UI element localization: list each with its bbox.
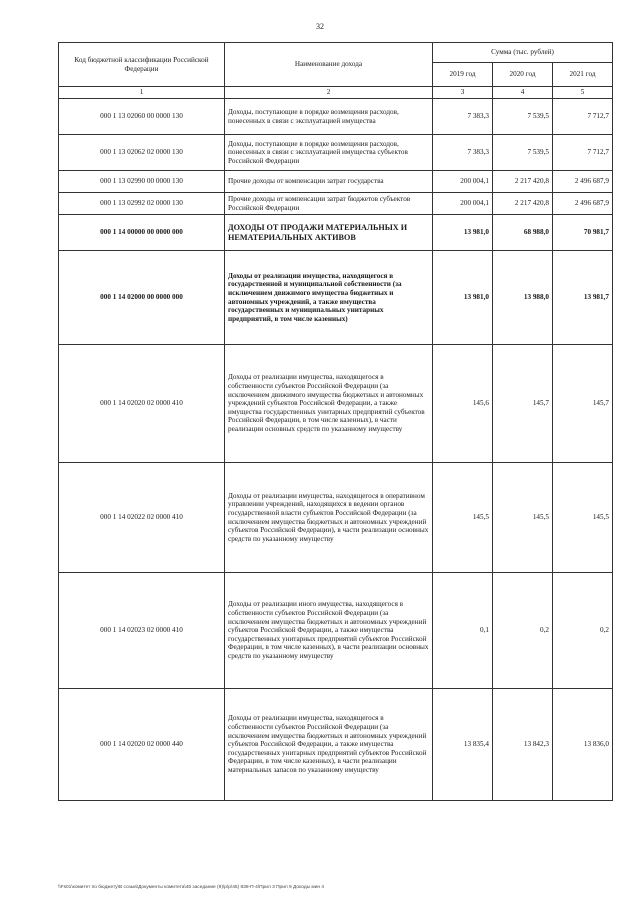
code-cell: 000 1 14 02000 00 0000 000 — [59, 251, 225, 345]
value-2021: 145,5 — [553, 463, 613, 573]
table-row — [59, 251, 613, 345]
name-cell: Доходы от реализации имущества, находящегося в собственности субъектов Российской Федерации (за исключением имущества бюджетных и автономных учреждений субъектов Российской Федерации, а также имущества государственных унитарных предприятий субъектов Российской Федерации, в том числе казенных), в части реализации материальных запасов по указанному имуществу — [225, 689, 433, 801]
value-2019: 7 383,3 — [433, 135, 493, 171]
value-2021: 13 981,7 — [553, 251, 613, 345]
value-2020: 2 217 420,8 — [493, 171, 553, 193]
index-cell: 5 — [553, 87, 613, 99]
table-row — [59, 215, 613, 251]
code-cell: 000 1 13 02990 00 0000 130 — [59, 171, 225, 193]
header-name: Наименование дохода — [225, 43, 433, 87]
index-cell: 2 — [225, 87, 433, 99]
value-2021: 7 712,7 — [553, 99, 613, 135]
table-row — [59, 689, 613, 801]
index-cell: 3 — [433, 87, 493, 99]
table-row — [59, 573, 613, 689]
value-2019: 145,5 — [433, 463, 493, 573]
value-2021: 2 496 687,9 — [553, 171, 613, 193]
header-sum: Сумма (тыс. рублей) — [433, 43, 613, 63]
value-2020: 2 217 420,8 — [493, 193, 553, 215]
revenue-table — [58, 42, 613, 801]
table-row — [59, 135, 613, 171]
value-2019: 200 004,1 — [433, 193, 493, 215]
header-code: Код бюджетной классификации Российской Федерации — [59, 43, 225, 87]
value-2020: 13 988,0 — [493, 251, 553, 345]
name-cell: Прочие доходы от компенсации затрат бюджетов субъектов Российской Федерации — [225, 193, 433, 215]
code-cell: 000 1 14 02022 02 0000 410 — [59, 463, 225, 573]
header-year-2021: 2021 год — [553, 63, 613, 87]
value-2021: 0,2 — [553, 573, 613, 689]
value-2019: 200 004,1 — [433, 171, 493, 193]
table-row — [59, 99, 613, 135]
file-path-footer: \\Fs01\комитет по бюджету\В созыв\Документы комитета\45 заседание (9)\р\р\45) 838-П-4\Прил 3 Прил 9 Доходы мин 4 — [58, 885, 325, 890]
value-2019: 13 981,0 — [433, 251, 493, 345]
table-row — [59, 463, 613, 573]
table-row — [59, 193, 613, 215]
value-2020: 145,5 — [493, 463, 553, 573]
code-cell: 000 1 13 02992 02 0000 130 — [59, 193, 225, 215]
code-cell: 000 1 14 00000 00 0000 000 — [59, 215, 225, 251]
code-cell: 000 1 14 02020 02 0000 440 — [59, 689, 225, 801]
name-cell: ДОХОДЫ ОТ ПРОДАЖИ МАТЕРИАЛЬНЫХ И НЕМАТЕРИАЛЬНЫХ АКТИВОВ — [225, 215, 433, 251]
code-cell: 000 1 13 02060 00 0000 130 — [59, 99, 225, 135]
value-2019: 145,6 — [433, 345, 493, 463]
header-year-2020: 2020 год — [493, 63, 553, 87]
value-2021: 7 712,7 — [553, 135, 613, 171]
value-2019: 7 383,3 — [433, 99, 493, 135]
name-cell: Доходы от реализации имущества, находящегося в собственности субъектов Российской Федерации (за исключением движимого имущества бюджетных и автономных учреждений субъектов Российской Федерации, а также имущества государственных унитарных предприятий субъектов Российской Федерации, в том числе казенных), в части реализации основных средств по указанному имуществу — [225, 345, 433, 463]
value-2020: 7 539,5 — [493, 135, 553, 171]
page-number: 32 — [316, 22, 324, 31]
value-2020: 0,2 — [493, 573, 553, 689]
index-cell: 1 — [59, 87, 225, 99]
value-2020: 13 842,3 — [493, 689, 553, 801]
name-cell: Доходы от реализации имущества, находящегося в государственной и муниципальной собственности (за исключением движимого имущества бюджетных и автономных учреждений, а также имущества государственных и муниципальных унитарных предприятий, в том числе казенных) — [225, 251, 433, 345]
value-2020: 68 988,0 — [493, 215, 553, 251]
value-2021: 13 836,0 — [553, 689, 613, 801]
name-cell: Прочие доходы от компенсации затрат государства — [225, 171, 433, 193]
header-year-2019: 2019 год — [433, 63, 493, 87]
value-2021: 70 981,7 — [553, 215, 613, 251]
value-2020: 145,7 — [493, 345, 553, 463]
value-2019: 13 981,0 — [433, 215, 493, 251]
table-row — [59, 345, 613, 463]
value-2019: 0,1 — [433, 573, 493, 689]
name-cell: Доходы от реализации иного имущества, находящегося в собственности субъектов Российской Федерации (за исключением имущества бюджетных и автономных учреждений субъектов Российской Федерации, а также имущества государственных унитарных предприятий субъектов Российской Федерации, в том числе казенных), в части реализации основных средств по указанному имуществу — [225, 573, 433, 689]
code-cell: 000 1 13 02062 02 0000 130 — [59, 135, 225, 171]
value-2021: 2 496 687,9 — [553, 193, 613, 215]
value-2019: 13 835,4 — [433, 689, 493, 801]
value-2020: 7 539,5 — [493, 99, 553, 135]
index-cell: 4 — [493, 87, 553, 99]
name-cell: Доходы, поступающие в порядке возмещения расходов, понесенных в связи с эксплуатацией имущества — [225, 99, 433, 135]
name-cell: Доходы от реализации имущества, находящегося в оперативном управлении учреждений, находящихся в ведении органов государственной власти субъектов Российской Федерации (за исключением имущества бюджетных и автономных учреждений субъектов Российской Федерации), в части реализации основных средств по указанному имуществу — [225, 463, 433, 573]
code-cell: 000 1 14 02023 02 0000 410 — [59, 573, 225, 689]
table-row — [59, 171, 613, 193]
name-cell: Доходы, поступающие в порядке возмещения расходов, понесенных в связи с эксплуатацией имущества субъектов Российской Федерации — [225, 135, 433, 171]
code-cell: 000 1 14 02020 02 0000 410 — [59, 345, 225, 463]
value-2021: 145,7 — [553, 345, 613, 463]
